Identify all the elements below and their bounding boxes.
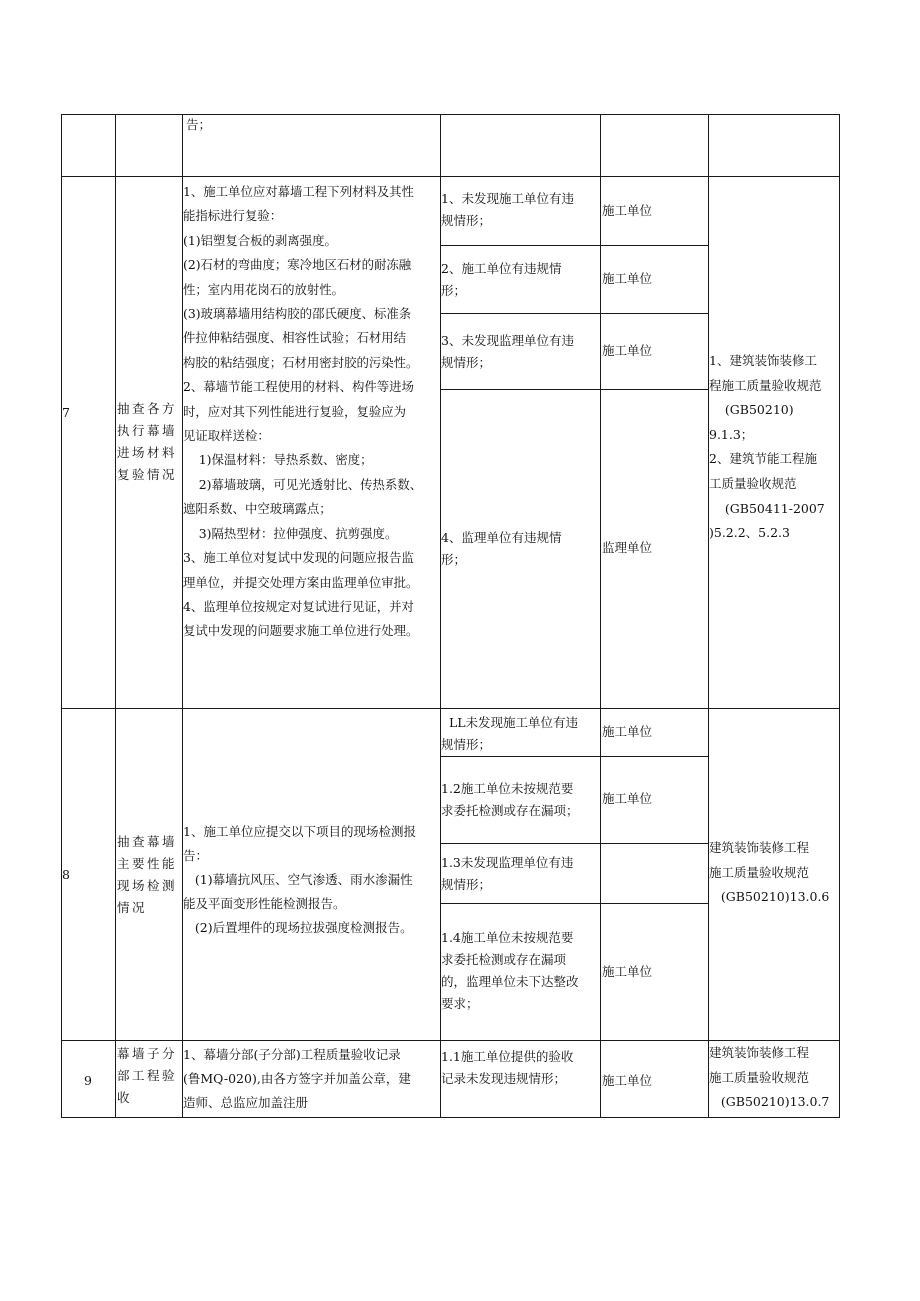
grid-line (440, 756, 708, 757)
grid-line (61, 114, 840, 115)
row-8-number: 8 (62, 867, 70, 882)
row-8-finding-4: 1.4施工单位未按规范要 求委托检测或存在漏项 的，监理单位未下达整改 要求； (441, 930, 579, 1011)
row-9-finding-1: 1.1施工单位提供的验收 记录未发现违规情形； (441, 1049, 574, 1086)
row-8-responsible-1: 施工单位 (602, 724, 653, 739)
row-8-finding-3: 1.3未发现监理单位有违 规情形； (441, 855, 574, 892)
row-7-responsible-3: 施工单位 (602, 343, 653, 358)
row-9-content: 1、幕墙分部(子分部)工程质量验收记录 (鲁MQ-020),由各方签字并加盖公章，建 造师、总监应加盖注册 (183, 1047, 411, 1110)
content-tail: 告； (186, 117, 212, 132)
row-7-basis: 1、建筑装饰装修工 程施工质量验收规范 (GB50210) 9.1.3； 2、建筑节能工程施 工质量验收规范 (GB50411-2007 )5.2.2、5.2.3 (709, 353, 825, 541)
row-8-basis: 建筑装饰装修工程 施工质量验收规范 (GB50210)13.0.6 (709, 840, 830, 905)
grid-line (115, 114, 116, 1118)
grid-line (839, 114, 840, 1118)
grid-line (440, 313, 708, 314)
grid-line (61, 1117, 840, 1118)
row-7-responsible-4: 监理单位 (602, 540, 653, 555)
row-7-finding-1: 1、未发现施工单位有违 规情形； (441, 191, 574, 228)
row-9-responsible-1: 施工单位 (602, 1073, 653, 1088)
row-7-content: 1、施工单位应对幕墙工程下列材料及其性 能指标进行复验： (1)铝塑复合板的剥离强度。 (2)石材的弯曲度；寒冷地区石材的耐冻融 性；室内用花岗石的放射性。 (3)玻璃幕墙用结构胶的邵氏硬度、标准条 件拉伸粘结强度、相容性试验；石材用结 构胶的粘结强度；石材用密封胶的污染性。 2、幕墙节能工程使用的材料、构件等进场 时，应对其下列性能进行复验，复验应为 见证取样送检： 1)保温材料：导热系数、密度； 2)幕墙玻璃，可见光透射比、传热系数、 遮阳系数、中空玻璃露点； 3)隔热型材：拉伸强度、抗剪强度。 3、施工单位对复试中发现的问题应报告监 理单位，并提交处理方案由监理单位审批。 4、监理单位按规定对复试进行见证，并对 复试中发现的问题要求施工单位进行处理。 (183, 184, 423, 639)
grid-line (61, 176, 840, 177)
row-8-finding-2: 1.2施工单位未按规范要 求委托检测或存在漏项； (441, 781, 579, 818)
row-7-finding-4: 4、监理单位有违规情 形； (441, 530, 562, 567)
row-8-responsible-4: 施工单位 (602, 964, 653, 979)
row-7-responsible-1: 施工单位 (602, 203, 653, 218)
grid-line (440, 903, 708, 904)
row-9-basis: 建筑装饰装修工程 施工质量验收规范 (GB50210)13.0.7 (709, 1045, 830, 1110)
row-8-content: 1、施工单位应提交以下项目的现场检测报 告： (1)幕墙抗风压、空气渗透、雨水渗漏性 能及平面变形性能检测报告。 (2)后置埋件的现场拉拔强度检测报告。 (183, 824, 416, 935)
row-7-responsible-2: 施工单位 (602, 271, 653, 286)
row-8-item: 抽查幕墙 主要性能 现场检测 情况 (117, 834, 178, 915)
grid-line (708, 114, 709, 1118)
grid-line (61, 114, 62, 1118)
grid-line (61, 708, 840, 709)
grid-line (600, 114, 601, 1118)
row-8-responsible-2: 施工单位 (602, 791, 653, 806)
row-9-number: 9 (84, 1073, 92, 1088)
grid-line (440, 245, 708, 246)
row-8-finding-1: LL未发现施工单位有违 规情形； (441, 715, 579, 752)
grid-line (440, 389, 708, 390)
row-7-number: 7 (62, 405, 70, 420)
row-7-finding-3: 3、未发现监理单位有违 规情形； (441, 333, 574, 370)
row-9-item: 幕墙子分 部工程验 收 (117, 1046, 178, 1105)
grid-line (440, 843, 708, 844)
row-7-finding-2: 2、施工单位有违规情 形； (441, 261, 562, 298)
row-7-item: 抽查各方 执行幕墙 进场材料 复验情况 (117, 401, 178, 482)
